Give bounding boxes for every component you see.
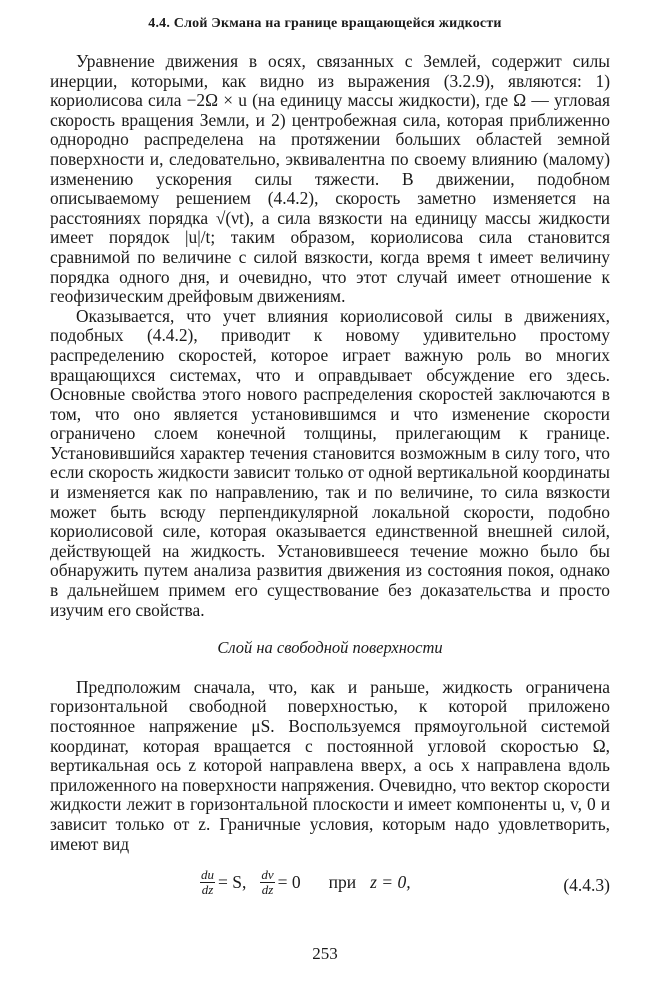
equation-part: z = 0, [370, 871, 411, 892]
equation-part: = S, [218, 871, 247, 892]
equation-body [200, 868, 411, 897]
running-header: 4.4. Слой Экмана на границе вращающейся жидкости [148, 16, 502, 31]
paragraph-3: Предположим сначала, что, как и раньше, жидкость ограничена горизонтальной свободной поверхностью, к которой приложено постоянное напряжение μS. Воспользуемся прямоугольной системой координат, которая вращается с постоянной угловой скоростью Ω, вертикальная ось z которой направлена вверх, а ось x направлена вдоль приложенного на поверхности напряжения. Очевидно, что вектор скорости жидкости лежит в горизонтальной плоскости и имеет компоненты u, v, 0 и зависит только от z. Граничные условия, которым надо удовлетворить, имеют вид [50, 676, 610, 854]
fraction-denominator: dz [201, 882, 214, 898]
fraction-dv-dz [260, 868, 274, 897]
equation-number: (4.4.3) [563, 875, 610, 896]
equation-4-4-3 [50, 864, 610, 910]
fraction-denominator: dz [261, 882, 274, 898]
page-body [50, 52, 610, 910]
equation-part: = 0 [277, 871, 301, 892]
page-number: 253 [312, 944, 338, 963]
equation-word: при [328, 871, 357, 892]
fraction-numerator: du [201, 867, 214, 883]
fraction-du-dz [200, 868, 215, 897]
fraction-numerator: dv [261, 867, 274, 883]
paragraph-2: Оказывается, что учет влияния кориолисовой силы в движениях, подобных (4.4.2), приводит к новому удивительно простому распределению скоростей, которое играет важную роль во многих вращающихся системах, что и оправдывает обсуждение его здесь. Основные свойства этого нового распределения скоростей заключаются в том, что оно является установившимся и что изменение скорости ограничено слоем конечной толщины, прилегающим к границе. Установившийся характер течения становится возможным в силу того, что если скорость жидкости зависит только от одной вертикальной координаты и изменяется как по направлению, так и по величине, то сила вязкости может быть всюду перпендикулярной локальной скорости, подобно кориолисовой силе, которая оказывается единственной внешней силой, действующей на жидкость. Установившееся течение можно было бы обнаружить путем анализа развития движения из состояния покоя, однако в дальнейшем примем его существование без доказательства и просто изучим его свойства. [50, 305, 610, 620]
section-subheading: Слой на свободной поверхности [217, 638, 443, 658]
paragraph-1: Уравнение движения в осях, связанных с Землей, содержит силы инерции, которыми, как видно из выражения (3.2.9), являются: 1) кориолисова сила −2Ω × u (на единицу массы жидкости), где Ω — угловая скорость вращения Земли, и 2) центробежная сила, которая приближенно однородно распределена на протяжении больших областей земной поверхности и, следовательно, эквивалентна по своему влиянию (малому) изменению ускорения силы тяжести. В движении, подобном описываемому решением (4.4.2), скорость заметно изменяется на расстояниях порядка √(νt), а сила вязкости на единицу массы жидкости имеет порядок |u|/t; таким образом, кориолисова сила становится сравнимой по величине с силой вязкости, когда время t имеет величину порядка одного дня, и очевидно, что этот случай имеет отношение к геофизическим дрейфовым движениям. [50, 51, 610, 307]
